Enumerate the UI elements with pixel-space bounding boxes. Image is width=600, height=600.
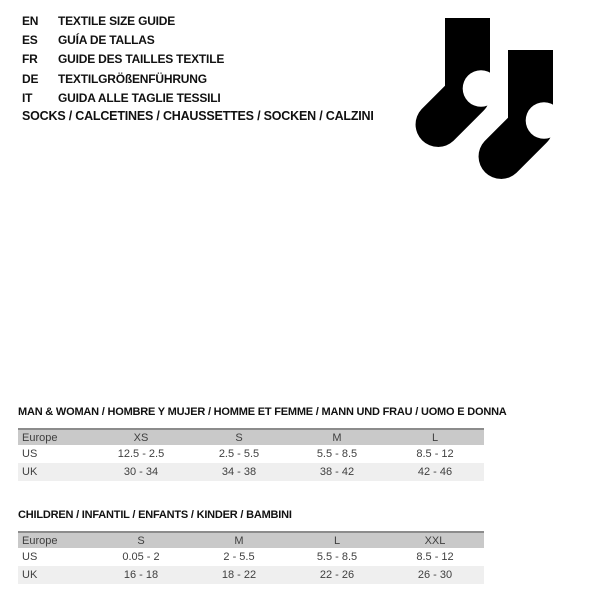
socks-icon xyxy=(400,10,570,182)
region-cell: US xyxy=(22,551,38,563)
region-cell: UK xyxy=(22,569,38,581)
language-guide-label: TEXTILGRÖßENFÜHRUNG xyxy=(58,71,207,86)
language-code: IT xyxy=(22,90,33,105)
column-header: XS xyxy=(92,429,190,445)
column-header: M xyxy=(190,532,288,548)
column-header: S xyxy=(190,429,288,445)
table-row xyxy=(18,463,484,481)
language-row xyxy=(22,69,224,88)
language-list xyxy=(22,11,224,107)
column-header: S xyxy=(92,532,190,548)
size-value-cell: 42 - 46 xyxy=(417,466,453,478)
column-header: L xyxy=(386,429,484,445)
language-code: FR xyxy=(22,52,38,67)
size-value-cell: 5.5 - 8.5 xyxy=(316,551,358,563)
table-row xyxy=(18,566,484,584)
language-code: EN xyxy=(22,13,39,28)
size-value-cell: 16 - 18 xyxy=(123,569,159,581)
language-row xyxy=(22,30,224,49)
size-value-cell: 22 - 26 xyxy=(319,569,355,581)
language-guide-label: GUIDA ALLE TAGLIE TESSILI xyxy=(58,90,221,105)
size-value-cell: 0.05 - 2 xyxy=(122,551,160,563)
size-table xyxy=(18,428,484,481)
region-cell: UK xyxy=(22,466,38,478)
size-value-cell: 8.5 - 12 xyxy=(416,448,454,460)
category-heading: SOCKS / CALCETINES / CHAUSSETTES / SOCKEN / CALZINI xyxy=(22,109,374,123)
size-table-children xyxy=(18,509,484,584)
size-value-cell: 5.5 - 8.5 xyxy=(316,448,358,460)
size-value-cell: 2 - 5.5 xyxy=(223,551,255,563)
size-value-cell: 38 - 42 xyxy=(319,466,355,478)
size-table-man-woman xyxy=(18,406,507,481)
size-table xyxy=(18,531,484,584)
column-header: M xyxy=(288,429,386,445)
size-value-cell: 30 - 34 xyxy=(123,466,159,478)
table-row xyxy=(18,445,484,463)
column-header: Europe xyxy=(18,532,92,548)
size-value-cell: 2.5 - 5.5 xyxy=(218,448,260,460)
language-row xyxy=(22,50,224,69)
size-value-cell: 26 - 30 xyxy=(417,569,453,581)
table-header-row xyxy=(18,532,484,548)
size-value-cell: 34 - 38 xyxy=(221,466,257,478)
column-header: Europe xyxy=(18,429,92,445)
table-header-row xyxy=(18,429,484,445)
language-code: DE xyxy=(22,71,39,86)
language-guide-label: TEXTILE SIZE GUIDE xyxy=(58,13,176,28)
table-row xyxy=(18,548,484,566)
column-header: XXL xyxy=(386,532,484,548)
size-value-cell: 12.5 - 2.5 xyxy=(117,448,165,460)
language-row xyxy=(22,88,224,107)
size-value-cell: 8.5 - 12 xyxy=(416,551,454,563)
language-guide-label: GUIDE DES TAILLES TEXTILE xyxy=(58,52,225,67)
language-code: ES xyxy=(22,32,38,47)
column-header: L xyxy=(288,532,386,548)
language-guide-label: GUÍA DE TALLAS xyxy=(58,32,155,47)
size-value-cell: 18 - 22 xyxy=(221,569,257,581)
table-title: CHILDREN / INFANTIL / ENFANTS / KINDER / BAMBINI xyxy=(18,509,292,521)
region-cell: US xyxy=(22,448,38,460)
table-title: MAN & WOMAN / HOMBRE Y MUJER / HOMME ET FEMME / MANN UND FRAU / UOMO E DONNA xyxy=(18,406,507,418)
language-row xyxy=(22,11,224,30)
